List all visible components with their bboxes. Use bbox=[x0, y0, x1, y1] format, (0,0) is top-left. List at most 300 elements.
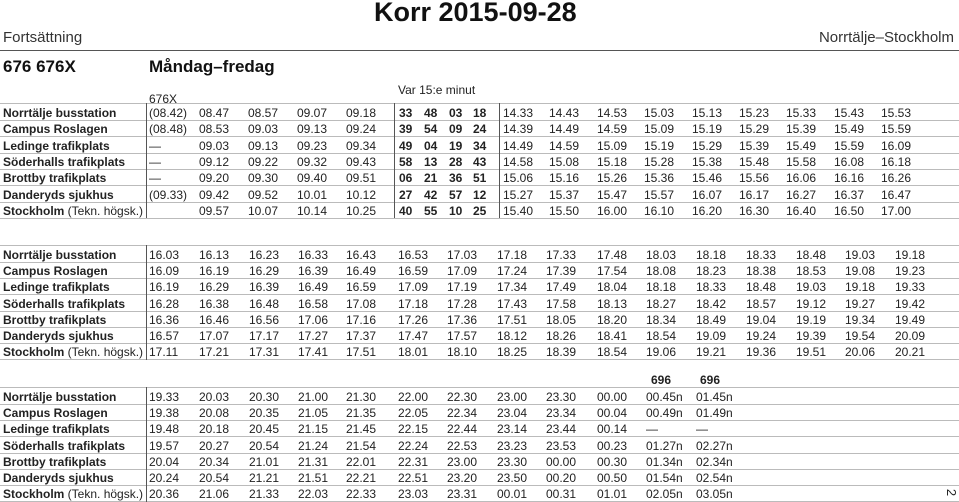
column-divider bbox=[146, 245, 147, 360]
time-cell: 16.10 bbox=[644, 204, 675, 218]
time-cell: 16.53 bbox=[398, 248, 429, 262]
time-cell: 16.49 bbox=[298, 280, 329, 294]
row-divider bbox=[0, 245, 959, 246]
time-cell: 09.52 bbox=[248, 188, 279, 202]
minute-cell: 40 bbox=[399, 204, 413, 218]
minute-cell: 39 bbox=[399, 122, 413, 136]
time-cell: 21.15 bbox=[298, 422, 329, 436]
time-cell: 16.58 bbox=[298, 297, 329, 311]
time-cell: 09.13 bbox=[248, 139, 279, 153]
time-cell: 15.09 bbox=[644, 122, 675, 136]
row-divider bbox=[0, 169, 959, 170]
time-cell: 20.45 bbox=[249, 422, 280, 436]
time-cell: 17.09 bbox=[447, 264, 478, 278]
time-cell: 20.24 bbox=[149, 471, 180, 485]
time-cell: 10.14 bbox=[297, 204, 328, 218]
time-cell: 00.23 bbox=[597, 439, 628, 453]
time-cell: 16.38 bbox=[199, 297, 230, 311]
time-cell: 00.20 bbox=[546, 471, 577, 485]
minute-cell: 33 bbox=[399, 106, 413, 120]
time-cell: 09.23 bbox=[297, 139, 328, 153]
time-cell: 15.33 bbox=[786, 106, 817, 120]
column-divider bbox=[146, 387, 147, 502]
b3-stop-2 bbox=[3, 422, 110, 436]
minute-cell: 25 bbox=[473, 204, 487, 218]
stop-name: Stockholm bbox=[3, 345, 65, 359]
minute-cell: 18 bbox=[473, 106, 487, 120]
b1-stop-4 bbox=[3, 171, 106, 185]
time-cell: 14.43 bbox=[549, 106, 580, 120]
time-cell: 22.00 bbox=[398, 390, 429, 404]
row-divider bbox=[0, 387, 959, 388]
time-cell: 18.57 bbox=[746, 297, 777, 311]
time-cell: 15.29 bbox=[692, 139, 723, 153]
time-cell: 09.24 bbox=[346, 122, 377, 136]
time-cell: 19.33 bbox=[149, 390, 180, 404]
time-cell: 19.51 bbox=[796, 345, 827, 359]
minute-cell: 04 bbox=[424, 139, 438, 153]
time-cell: 17.57 bbox=[447, 329, 478, 343]
time-cell: — bbox=[149, 155, 161, 169]
time-cell: 22.30 bbox=[447, 390, 478, 404]
time-cell: 19.33 bbox=[895, 280, 926, 294]
time-cell: 17.54 bbox=[597, 264, 628, 278]
time-cell: 01.27n bbox=[646, 439, 683, 453]
time-cell: 20.54 bbox=[199, 471, 230, 485]
time-cell: 15.13 bbox=[692, 106, 723, 120]
time-cell: 16.26 bbox=[881, 171, 912, 185]
time-cell: 20.27 bbox=[199, 439, 230, 453]
time-cell: 09.40 bbox=[297, 171, 328, 185]
b1-stop-1 bbox=[3, 122, 108, 136]
time-cell: 15.26 bbox=[597, 171, 628, 185]
time-cell: 23.14 bbox=[497, 422, 528, 436]
b3-stop-6 bbox=[3, 487, 143, 501]
time-cell: 16.08 bbox=[834, 155, 865, 169]
time-cell: 15.59 bbox=[881, 122, 912, 136]
stop-name: Brottby trafikplats bbox=[3, 455, 107, 469]
stop-name: Söderhalls trafikplats bbox=[3, 155, 126, 169]
time-cell: 19.21 bbox=[696, 345, 727, 359]
line-696-header: 696 bbox=[700, 373, 721, 387]
time-cell: 18.18 bbox=[646, 280, 677, 294]
time-cell: 18.38 bbox=[746, 264, 777, 278]
b2-stop-4 bbox=[3, 313, 106, 327]
time-cell: 17.41 bbox=[298, 345, 329, 359]
time-cell: 00.04 bbox=[597, 406, 628, 420]
time-cell: 09.20 bbox=[199, 171, 230, 185]
time-cell: 15.19 bbox=[644, 139, 675, 153]
time-cell: 19.23 bbox=[895, 264, 926, 278]
b1-stop-0 bbox=[3, 106, 116, 120]
time-cell: 15.37 bbox=[549, 188, 580, 202]
time-cell: 16.07 bbox=[692, 188, 723, 202]
time-cell: 00.45n bbox=[646, 390, 683, 404]
time-cell: 19.18 bbox=[845, 280, 876, 294]
stop-name: Ledinge trafikplats bbox=[3, 280, 110, 294]
time-cell: 20.04 bbox=[149, 455, 180, 469]
time-cell: 08.47 bbox=[199, 106, 230, 120]
row-divider bbox=[0, 343, 959, 344]
time-cell: 22.15 bbox=[398, 422, 429, 436]
time-cell: 17.48 bbox=[597, 248, 628, 262]
frequency-note: Var 15:e minut bbox=[398, 83, 476, 97]
row-divider bbox=[0, 404, 959, 405]
time-cell: 20.18 bbox=[199, 422, 230, 436]
stop-name: Brottby trafikplats bbox=[3, 313, 107, 327]
time-cell: 22.44 bbox=[447, 422, 478, 436]
stop-name: Campus Roslagen bbox=[3, 122, 108, 136]
stop-suffix: (Tekn. högsk.) bbox=[64, 345, 144, 359]
time-cell: 15.16 bbox=[549, 171, 580, 185]
time-cell: 20.54 bbox=[249, 439, 280, 453]
time-cell: 15.19 bbox=[692, 122, 723, 136]
minute-cell: 09 bbox=[449, 122, 463, 136]
time-cell: 18.13 bbox=[597, 297, 628, 311]
time-cell: — bbox=[646, 422, 658, 436]
time-cell: 18.34 bbox=[646, 313, 677, 327]
time-cell: 18.26 bbox=[546, 329, 577, 343]
minute-cell: 57 bbox=[449, 188, 463, 202]
time-cell: 17.17 bbox=[249, 329, 280, 343]
time-cell: 16.46 bbox=[199, 313, 230, 327]
time-cell: 21.51 bbox=[298, 471, 329, 485]
time-cell: 17.26 bbox=[398, 313, 429, 327]
time-cell: 22.01 bbox=[346, 455, 377, 469]
line-676x-label: 676X bbox=[149, 92, 178, 106]
time-cell: 15.40 bbox=[503, 204, 534, 218]
time-cell: 21.45 bbox=[346, 422, 377, 436]
time-cell: 19.54 bbox=[845, 329, 876, 343]
time-cell: 21.00 bbox=[298, 390, 329, 404]
time-cell: 22.24 bbox=[398, 439, 429, 453]
time-cell: 14.33 bbox=[503, 106, 534, 120]
time-cell: 16.40 bbox=[786, 204, 817, 218]
time-cell: 15.03 bbox=[644, 106, 675, 120]
minute-cell: 54 bbox=[424, 122, 438, 136]
time-cell: 17.07 bbox=[199, 329, 230, 343]
time-cell: 17.51 bbox=[346, 345, 377, 359]
time-cell: 09.43 bbox=[346, 155, 377, 169]
time-cell: 18.41 bbox=[597, 329, 628, 343]
stop-name: Campus Roslagen bbox=[3, 406, 108, 420]
time-cell: 19.03 bbox=[845, 248, 876, 262]
time-cell: 09.03 bbox=[248, 122, 279, 136]
time-cell: 19.38 bbox=[149, 406, 180, 420]
page-title: Korr 2015-09-28 bbox=[374, 0, 577, 27]
time-cell: 17.51 bbox=[497, 313, 528, 327]
time-cell: 21.21 bbox=[249, 471, 280, 485]
time-cell: 17.08 bbox=[346, 297, 377, 311]
time-cell: 21.33 bbox=[249, 487, 280, 501]
stop-name: Norrtälje busstation bbox=[3, 390, 117, 404]
row-divider bbox=[0, 294, 959, 295]
time-cell: 09.32 bbox=[297, 155, 328, 169]
time-cell: 19.04 bbox=[746, 313, 777, 327]
time-cell: 20.36 bbox=[149, 487, 180, 501]
time-cell: 18.33 bbox=[746, 248, 777, 262]
time-cell: 02.54n bbox=[696, 471, 733, 485]
time-cell: 16.50 bbox=[834, 204, 865, 218]
row-divider bbox=[0, 136, 959, 137]
time-cell: 18.27 bbox=[646, 297, 677, 311]
time-cell: 17.21 bbox=[199, 345, 230, 359]
time-cell: 18.25 bbox=[497, 345, 528, 359]
time-cell: 16.20 bbox=[692, 204, 723, 218]
time-cell: 19.19 bbox=[796, 313, 827, 327]
time-cell: 09.57 bbox=[199, 204, 230, 218]
stop-name: Ledinge trafikplats bbox=[3, 139, 110, 153]
time-cell: 17.16 bbox=[346, 313, 377, 327]
b3-stop-5 bbox=[3, 471, 114, 485]
time-cell: 16.19 bbox=[149, 280, 180, 294]
time-cell: 16.39 bbox=[249, 280, 280, 294]
time-cell: 09.51 bbox=[346, 171, 377, 185]
time-cell: 16.43 bbox=[346, 248, 377, 262]
time-cell: 15.49 bbox=[834, 122, 865, 136]
time-cell: 21.35 bbox=[346, 406, 377, 420]
b2-stop-5 bbox=[3, 329, 114, 343]
b3-stop-3 bbox=[3, 439, 125, 453]
time-cell: 19.09 bbox=[696, 329, 727, 343]
time-cell: 15.38 bbox=[692, 155, 723, 169]
time-cell: 16.36 bbox=[149, 313, 180, 327]
time-cell: 19.34 bbox=[845, 313, 876, 327]
time-cell: 08.57 bbox=[248, 106, 279, 120]
time-cell: 21.31 bbox=[298, 455, 329, 469]
time-cell: 18.01 bbox=[398, 345, 429, 359]
time-cell: 15.48 bbox=[739, 155, 770, 169]
row-divider bbox=[0, 185, 959, 186]
b2-stop-1 bbox=[3, 264, 108, 278]
time-cell: 23.44 bbox=[546, 422, 577, 436]
time-cell: (08.42) bbox=[149, 106, 188, 120]
continuation-label: Fortsättning bbox=[3, 29, 83, 46]
time-cell: 03.05n bbox=[696, 487, 733, 501]
row-divider bbox=[0, 262, 959, 263]
time-cell: 23.04 bbox=[497, 406, 528, 420]
time-cell: 09.34 bbox=[346, 139, 377, 153]
time-cell: 16.57 bbox=[149, 329, 180, 343]
time-cell: 19.57 bbox=[149, 439, 180, 453]
minute-cell: 36 bbox=[449, 171, 463, 185]
b3-stop-0 bbox=[3, 390, 116, 404]
minute-cell: 06 bbox=[399, 171, 413, 185]
time-cell: 10.12 bbox=[346, 188, 377, 202]
time-cell: 16.29 bbox=[199, 280, 230, 294]
minute-cell: 43 bbox=[473, 155, 487, 169]
time-cell: 20.21 bbox=[895, 345, 926, 359]
time-cell: 16.13 bbox=[199, 248, 230, 262]
time-cell: — bbox=[149, 139, 161, 153]
time-cell: 09.03 bbox=[199, 139, 230, 153]
time-cell: 15.59 bbox=[834, 139, 865, 153]
time-cell: 16.39 bbox=[298, 264, 329, 278]
time-cell: 15.57 bbox=[644, 188, 675, 202]
time-cell: 20.34 bbox=[199, 455, 230, 469]
minute-cell: 19 bbox=[449, 139, 463, 153]
column-divider bbox=[394, 103, 395, 218]
time-cell: 15.56 bbox=[739, 171, 770, 185]
time-cell: 23.23 bbox=[497, 439, 528, 453]
minute-cell: 48 bbox=[424, 106, 438, 120]
time-cell: 23.53 bbox=[546, 439, 577, 453]
time-cell: 15.27 bbox=[503, 188, 534, 202]
time-cell: 16.59 bbox=[398, 264, 429, 278]
b3-stop-4 bbox=[3, 455, 106, 469]
time-cell: 19.42 bbox=[895, 297, 926, 311]
time-cell: 19.06 bbox=[646, 345, 677, 359]
time-cell: 16.09 bbox=[149, 264, 180, 278]
time-cell: 09.12 bbox=[199, 155, 230, 169]
time-cell: 15.06 bbox=[503, 171, 534, 185]
time-cell: 16.09 bbox=[881, 139, 912, 153]
row-divider bbox=[0, 485, 959, 486]
time-cell: 00.00 bbox=[597, 390, 628, 404]
time-cell: 00.01 bbox=[497, 487, 528, 501]
time-cell: 22.03 bbox=[298, 487, 329, 501]
minute-cell: 24 bbox=[473, 122, 487, 136]
row-divider bbox=[0, 202, 959, 203]
time-cell: 17.31 bbox=[249, 345, 280, 359]
time-cell: 02.05n bbox=[646, 487, 683, 501]
time-cell: 09.07 bbox=[297, 106, 328, 120]
b2-stop-2 bbox=[3, 280, 110, 294]
minute-cell: 03 bbox=[449, 106, 463, 120]
time-cell: 23.34 bbox=[546, 406, 577, 420]
time-cell: 18.54 bbox=[597, 345, 628, 359]
b2-stop-3 bbox=[3, 297, 125, 311]
time-cell: 20.30 bbox=[249, 390, 280, 404]
time-cell: 19.36 bbox=[746, 345, 777, 359]
time-cell: 17.11 bbox=[149, 345, 179, 359]
column-divider bbox=[146, 103, 147, 218]
time-cell: 16.37 bbox=[834, 188, 865, 202]
b2-stop-6 bbox=[3, 345, 143, 359]
time-cell: 18.20 bbox=[597, 313, 628, 327]
time-cell: 17.06 bbox=[298, 313, 329, 327]
time-cell: 22.21 bbox=[346, 471, 377, 485]
time-cell: 09.22 bbox=[248, 155, 279, 169]
time-cell: 02.27n bbox=[696, 439, 733, 453]
time-cell: 01.45n bbox=[696, 390, 733, 404]
time-cell: 16.03 bbox=[149, 248, 180, 262]
row-divider bbox=[0, 120, 959, 121]
time-cell: 15.46 bbox=[692, 171, 723, 185]
time-cell: 15.08 bbox=[549, 155, 580, 169]
service-days: Måndag–fredag bbox=[149, 57, 275, 76]
time-cell: 00.00 bbox=[546, 455, 577, 469]
row-divider bbox=[0, 436, 959, 437]
time-cell: 20.35 bbox=[249, 406, 280, 420]
time-cell: 16.33 bbox=[298, 248, 329, 262]
time-cell: 16.23 bbox=[249, 248, 280, 262]
time-cell: 00.49n bbox=[646, 406, 683, 420]
time-cell: 18.48 bbox=[796, 248, 827, 262]
time-cell: 15.39 bbox=[739, 139, 770, 153]
time-cell: 00.50 bbox=[597, 471, 628, 485]
time-cell: 19.49 bbox=[895, 313, 926, 327]
time-cell: 15.47 bbox=[597, 188, 628, 202]
time-cell: 23.20 bbox=[447, 471, 478, 485]
time-cell: 17.34 bbox=[497, 280, 528, 294]
time-cell: 23.03 bbox=[398, 487, 429, 501]
time-cell: 18.18 bbox=[696, 248, 727, 262]
time-cell: 21.54 bbox=[346, 439, 377, 453]
time-cell: 18.03 bbox=[646, 248, 677, 262]
time-cell: 21.06 bbox=[199, 487, 230, 501]
time-cell: 18.54 bbox=[646, 329, 677, 343]
stop-name: Brottby trafikplats bbox=[3, 171, 107, 185]
time-cell: 23.31 bbox=[447, 487, 478, 501]
row-divider bbox=[0, 278, 959, 279]
time-cell: 22.05 bbox=[398, 406, 429, 420]
time-cell: 22.34 bbox=[447, 406, 478, 420]
time-cell: 20.09 bbox=[895, 329, 926, 343]
time-cell: 09.42 bbox=[199, 188, 230, 202]
time-cell: 17.36 bbox=[447, 313, 478, 327]
time-cell: 18.48 bbox=[746, 280, 777, 294]
time-cell: 10.07 bbox=[248, 204, 279, 218]
time-cell: 14.59 bbox=[597, 122, 628, 136]
minute-cell: 21 bbox=[424, 171, 438, 185]
time-cell: 19.24 bbox=[746, 329, 777, 343]
row-divider bbox=[0, 420, 959, 421]
time-cell: 16.47 bbox=[881, 188, 912, 202]
stop-name: Stockholm bbox=[3, 204, 65, 218]
time-cell: 00.31 bbox=[546, 487, 577, 501]
route-label: Norrtälje–Stockholm bbox=[818, 29, 954, 46]
time-cell: 20.08 bbox=[199, 406, 230, 420]
time-cell: 15.28 bbox=[644, 155, 675, 169]
row-divider bbox=[0, 453, 959, 454]
time-cell: 17.47 bbox=[398, 329, 429, 343]
time-cell: 18.08 bbox=[646, 264, 677, 278]
time-cell: 16.29 bbox=[249, 264, 280, 278]
time-cell: 17.28 bbox=[447, 297, 478, 311]
time-cell: 14.58 bbox=[503, 155, 534, 169]
time-cell: 18.33 bbox=[696, 280, 727, 294]
row-divider bbox=[0, 469, 959, 470]
time-cell: 19.03 bbox=[796, 280, 827, 294]
time-cell: 15.09 bbox=[597, 139, 628, 153]
time-cell: 14.49 bbox=[549, 122, 580, 136]
time-cell: 21.01 bbox=[249, 455, 280, 469]
b3-stop-1 bbox=[3, 406, 108, 420]
time-cell: 16.17 bbox=[739, 188, 770, 202]
time-cell: 10.01 bbox=[297, 188, 328, 202]
minute-cell: 55 bbox=[424, 204, 438, 218]
b2-stop-0 bbox=[3, 248, 116, 262]
time-cell: 16.19 bbox=[199, 264, 230, 278]
time-cell: 20.03 bbox=[199, 390, 230, 404]
time-cell: 17.27 bbox=[298, 329, 329, 343]
time-cell: 16.28 bbox=[149, 297, 180, 311]
time-cell: — bbox=[696, 422, 708, 436]
time-cell: 17.24 bbox=[497, 264, 528, 278]
b1-stop-2 bbox=[3, 139, 110, 153]
time-cell: 16.18 bbox=[881, 155, 912, 169]
time-cell: 14.59 bbox=[549, 139, 580, 153]
time-cell: 17.58 bbox=[546, 297, 577, 311]
line-numbers: 676 676X bbox=[3, 57, 76, 76]
time-cell: 17.19 bbox=[447, 280, 478, 294]
time-cell: 15.43 bbox=[834, 106, 865, 120]
minute-cell: 13 bbox=[424, 155, 438, 169]
stop-name: Danderyds sjukhus bbox=[3, 329, 114, 343]
time-cell: 17.49 bbox=[546, 280, 577, 294]
b1-stop-5 bbox=[3, 188, 114, 202]
